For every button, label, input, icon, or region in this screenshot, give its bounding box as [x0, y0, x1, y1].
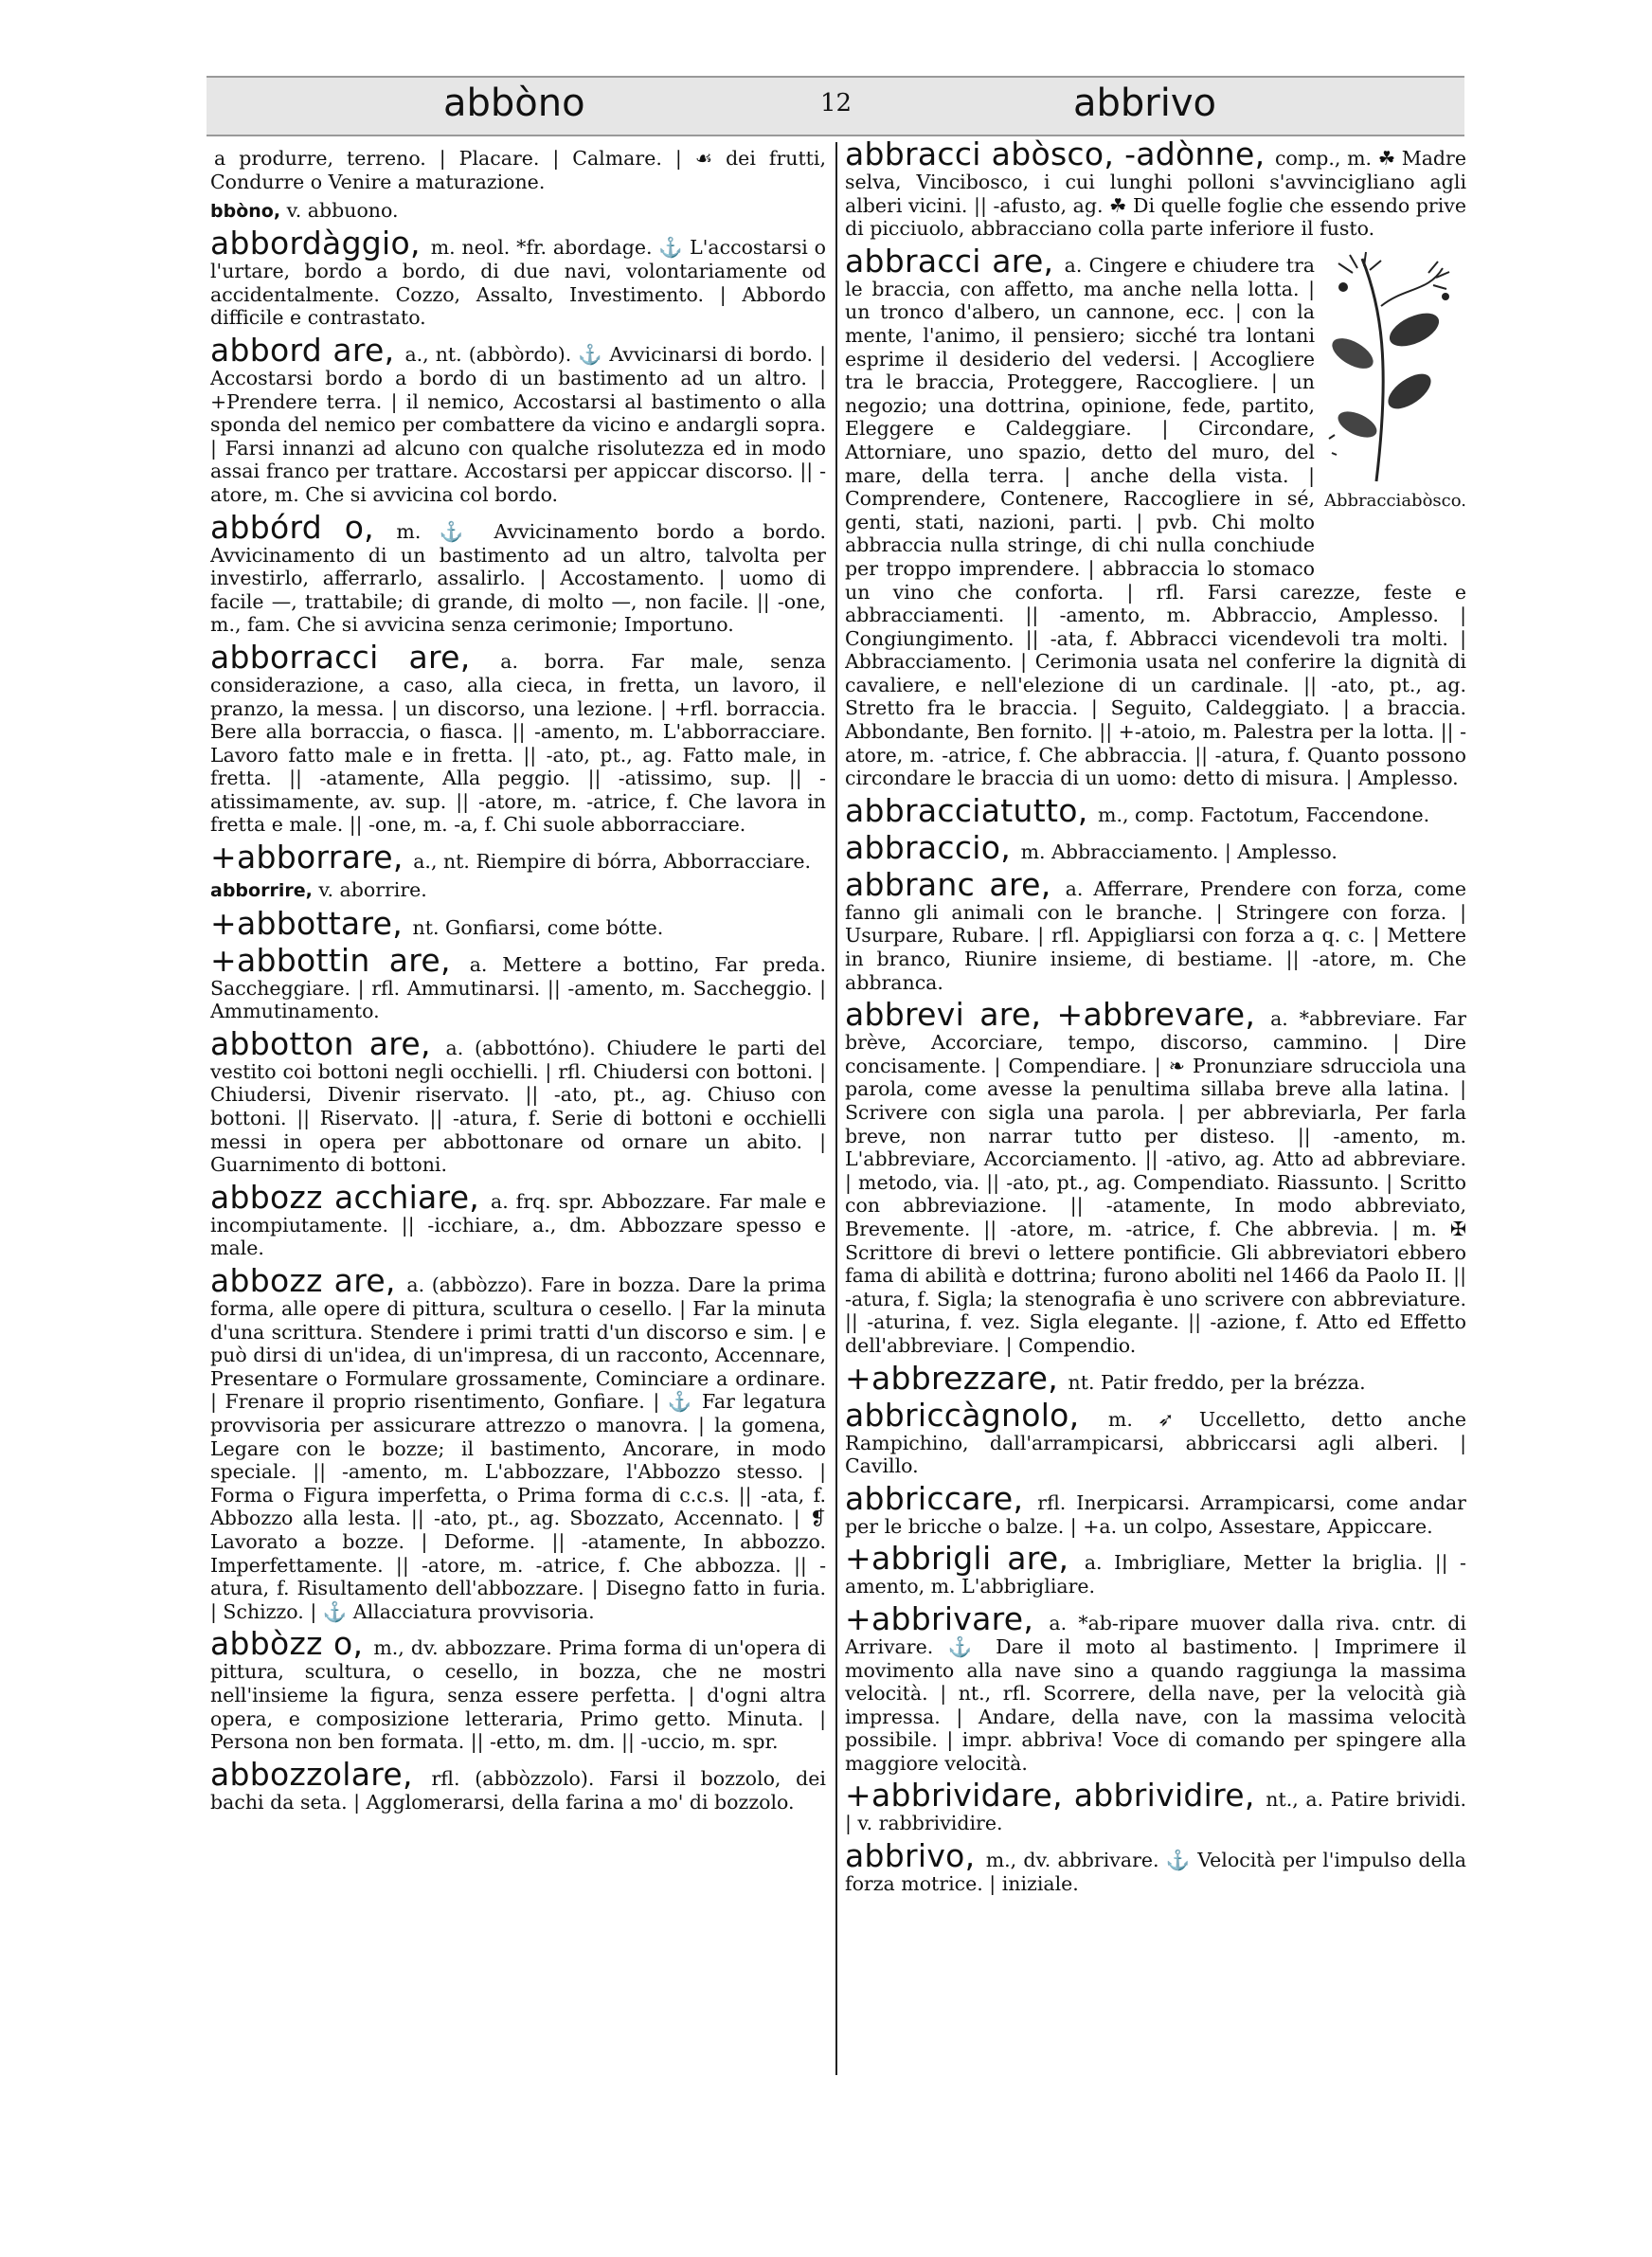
entry-definition: nt. Gonfiarsi, come bótte.	[412, 915, 664, 939]
entry-definition: m. Abbracciamento. | Amplesso.	[1020, 840, 1338, 863]
entry-headword: abbrivo,	[845, 1837, 976, 1875]
entry-definition: a. *abbreviare. Far brève, Accorciare, tempo, discorso, cammino. | Dire concisamente. | Compendiare. | ❧ Pronunziare sdrucciola una parola, come avesse la penultima sillaba breve alla latina. | Scrivere con sigla una parola. | per abbreviarla, Per farla breve, non narrar tutto per disteso. || -amento, m. L'abbreviare, Accorciamento. || -ativo, ag. Atto ad abbreviare. | metodo, via. || -ato, pt., ag. Compendiato. Riassunto. | Scritto con abbreviazione. || -atamente, In modo abbreviato, Brevemente. || -atore, m. -atrice, f. Che abbrevia. | m. ✠ Scrittore di brevi o lettere pontificie. Gli abbreviatori ebbero fama di abilità e dottrina; furono aboliti nel 1466 da Paolo II. || -atura, f. Sigla; la stenografia è uno scrivere con abbreviature. || -aturina, f. vez. Sigla elegante. || -azione, f. Atto ed Effetto dell'abbreviare. | Compendio.	[845, 1007, 1466, 1357]
entry-definition: v. aborrire.	[318, 878, 427, 902]
dictionary-entry	[845, 1901, 1466, 1933]
dictionary-entry	[845, 865, 1466, 994]
entry-definition: m. neol. *fr. abordage. ⚓ L'accostarsi o l'urtare, bordo a bordo, di due navi, volontariamente od accidentalmente. Cozzo, Assalto, Investimento. | Abbordo difficile e contrastato.	[210, 236, 826, 330]
entry-headword: abbord are,	[210, 331, 395, 369]
entry-definition: a. Mettere a bottino, Far preda. Saccheggiare. | rfl. Ammutinarsi. || -amento, m. Saccheggio. | Ammutinamento.	[210, 952, 826, 1023]
entry-definition: a. (abbottóno). Chiudere le parti del vestito coi bottoni negli occhielli. | rfl. Chiudersi con bottoni. | Chiudersi, Divenir riservato. || -ato, pt., ag. Chiuso con bottoni. || Riservato. || -atura, f. Serie di bottoni e occhielli messi in opera per abbottonare od ornare un abito. | Guarnimento di bottoni.	[210, 1036, 826, 1177]
dictionary-entry	[845, 1599, 1466, 1776]
dictionary-entry	[210, 1625, 826, 1754]
entry-definition: rfl. Inerpicarsi. Arrampicarsi, come andar per le bricche o balze. | +a. un colpo, Assestare, Appiccare.	[845, 1490, 1466, 1538]
entry-definition: a. (abbòzzo). Fare in bozza. Dare la prima forma, alle opere di pittura, scultura o cesello. | Far la minuta d'una scrittura. Stendere i primi tratti d'un discorso e sim. | e può dirsi di un'idea, di un'impresa, di un racconto, Accennare, Presentare o Formulare grossamente, Cominciare a ordinare. | Frenare il proprio risentimento, Gonfiare. | ⚓ Far legatura provvisoria per assicurare attrezzo o manovra. | la gomena, Legare con le bozze; il bastimento, Ancorare, in modo speciale. || -amento, m. L'abbozzare, l'Abbozzo stesso. | Forma o Figura imperfetta, o Prima forma di c.c.s. || -ata, f. Abbozzo alla lesta. || -ato, pt., ag. Sbozzato, Accennato. | ❡ Lavorato a bozze. | Deforme. || -atamente, In abbozzo. Imperfettamente. || -atore, m. -atrice, f. Che abbozza. || -atura, f. Risultamento dell'abbozzare. | Disegno fatto in furia. | Schizzo. | ⚓ Allacciatura provvisoria.	[210, 1273, 826, 1623]
dictionary-entry	[210, 1755, 826, 1815]
dictionary-entry	[845, 1359, 1466, 1397]
entry-definition: a. borra. Far male, senza considerazione, a caso, alla cieca, in fretta, un lavoro, il pranzo, la messa. | un discorso, una lezione. | +rfl. borraccia. Bere alla borraccia, o fiasca. || -amento, m. L'abborracciare. Lavoro fatto male e in fretta. || -ato, pt., ag. Fatto male, in fretta. || -atamente, Alla peggio. || -atissimo, sup. || -atissimamente, av. sup. || -atore, m. -atrice, f. Che lavora in fretta e male. || -one, m. -a, f. Chi suole abborracciare.	[210, 649, 826, 837]
entry-headword: bbòno,	[210, 200, 281, 222]
entry-definition: m. ⚓ Avvicinamento bordo a bordo. Avvicinamento di un bastimento ad un altro, talvolta per investirlo, afferrarlo, assalirlo. | Accostamento. | uomo di facile —, trattabile; di grande, di molto —, non facile. || -one, m., fam. Che si avvicina senza cerimonie; Importuno.	[210, 519, 826, 637]
entry-headword: +abbrigli are,	[845, 1540, 1069, 1578]
entry-definition: a., nt. (abbòrdo). ⚓ Avvicinarsi di bordo. | Accostarsi bordo a bordo di un bastimento ad un altro. | +Prendere terra. | il nemico, Accostarsi al bastimento o alla sponda del nemico per combattere da vicino e andargli sopra. | Farsi innanzi ad alcuno con qualche risolutezza ed in modo assai franco per trattare. Accostarsi per appiccar discorso. || -atore, m. Che si avvicina col bordo.	[210, 342, 826, 506]
honeysuckle-illustration	[1324, 249, 1466, 562]
dictionary-entry	[845, 791, 1466, 829]
dictionary-entry	[210, 904, 826, 942]
dictionary-entry	[845, 138, 1466, 241]
entry-definition: m., comp. Factotum, Faccendone.	[1098, 803, 1430, 826]
entry-headword: abbraccio,	[845, 828, 1012, 866]
entry-headword: abbozz acchiare,	[210, 1178, 480, 1216]
dictionary-entry	[845, 1837, 1466, 1896]
entry-definition: rfl. (abbòzzolo). Farsi il bozzolo, dei bachi da seta. | Agglomerarsi, della farina a mo' di bozzolo.	[210, 1766, 826, 1814]
dictionary-entry	[210, 878, 826, 903]
entry-headword: abbranc are,	[845, 865, 1051, 903]
entry-headword: abbracci abòsco, -adònne,	[845, 138, 1266, 172]
dictionary-entry	[210, 331, 826, 507]
dictionary-entry	[210, 941, 826, 1023]
dictionary-entry	[845, 1779, 1466, 1835]
page-number: 12	[820, 89, 853, 117]
dictionary-entry	[845, 1540, 1466, 1598]
entry-headword: +abbottin are,	[210, 941, 451, 979]
right-column	[845, 138, 1466, 2147]
dictionary-entry	[845, 1479, 1466, 1539]
entry-headword: +abbrividare, abbrividire,	[845, 1777, 1255, 1815]
left-column	[210, 138, 826, 2147]
dictionary-entry	[210, 841, 826, 874]
entry-definition: m. ➶ Uccelletto, detto anche Rampichino, dall'arrampicarsi, abbriccarsi agli alberi. | Cavillo.	[845, 1407, 1466, 1478]
entry-headword: abbriccare,	[845, 1479, 1024, 1517]
entry-definition: a. Imbrigliare, Metter la briglia. || -amento, m. L'abbrigliare.	[845, 1551, 1466, 1598]
right-running-head: abbrivo	[1073, 81, 1216, 125]
left-running-head: abbòno	[443, 81, 585, 125]
entry-definition: a produrre, terreno. | Placare. | Calmare. | ☙ dei frutti, Condurre o Venire a maturazione.	[210, 147, 826, 193]
entry-headword: abborrire,	[210, 880, 313, 902]
dictionary-entry	[210, 199, 826, 224]
dictionary-entry	[210, 227, 826, 330]
entry-headword: abbriccàgnolo,	[845, 1396, 1080, 1434]
entry-definition: a. *ab-ripare muover dalla riva. cntr. di Arrivare. ⚓ Dare il moto al bastimento. | Imprimere il movimento alla nave sino a quando raggiunga la massima velocità. | nt., rfl. Scorrere, della nave, per la velocità già impressa. | Andare, della nave, con la massima velocità possibile. | impr. abbriva! Voce di comando per spingere alla maggiore velocità.	[845, 1611, 1466, 1775]
entry-headword: abbordàggio,	[210, 225, 421, 262]
dictionary-entry	[210, 1262, 826, 1623]
entry-definition: a. Cingere e chiudere tra le braccia, con affetto, ma anche nella lotta. | un tronco d'albero, un cannone, ecc. | con la mente, l'animo, il pensiero; sicché tra lontani esprime il desiderio del vedersi. | Accogliere tra le braccia, Proteggere, Raccogliere. | un negozio; una dottrina, opinione, fede, partito, Eleggere e Caldeggiare. | Circondare, Attorniare, uno spazio, detto del muro, del mare, della terra. | anche della vista. | Comprendere, Contenere, Raccogliere in sé, genti, stati, nazioni, parti. | pvb. Chi molto abbraccia nulla stringe, di chi nulla conchiude per troppo imprendere. | abbraccia lo stomaco un vino che conforta. | rfl. Farsi carezze, feste e abbracciamenti. || -amento, m. Abbraccio, Amplesso. | Congiungimento. || -ata, f. Abbracci vicendevoli tra molti. | Abbracciamento. | Cerimonia usata nel conferire la dignità di cavaliere, e nell'elezione di un cardinale. || -ato, pt., ag. Stretto fra le braccia. | Seguito, Caldeggiato. | a braccia. Abbondante, Ben fornito. || +-atoio, m. Palestra per la lotta. || -atore, m. -atrice, f. Che abbraccia. || -atura, f. Quanto possono circondare le braccia di un uomo: detto di misura. | Amplesso.	[845, 253, 1466, 790]
dictionary-entry	[210, 138, 826, 194]
entry-headword: +abbrivare,	[845, 1599, 1034, 1637]
dictionary-entry	[845, 996, 1466, 1357]
entry-definition: nt., a. Patire brividi. | v. rabbrividire.	[845, 1788, 1466, 1835]
dictionary-entry	[845, 1396, 1466, 1478]
entry-definition: a. Afferrare, Prendere con forza, come fanno gli animali con le branche. | Stringere con forza. | Usurpare, Rubare. | rfl. Appigliarsi con forza a q. c. | Mettere in branco, Riunire insieme, di bestiame. || -atore, m. Che abbranca.	[845, 876, 1466, 994]
honeysuckle-icon	[1324, 249, 1466, 486]
dictionary-entry	[210, 1178, 826, 1260]
entry-headword: abbozzolare,	[210, 1755, 413, 1793]
entry-definition: comp., m. ☘ Madre selva, Vincibosco, i cui lunghi polloni s'avvincigliano agli alberi vicini. || -afusto, ag. ☘ Di quelle foglie che essendo prive di picciuolo, abbracciano colla parte inferiore il fusto.	[845, 147, 1466, 241]
entry-definition: a. frq. spr. Abbozzare. Far male e incompiutamente. || -icchiare, a., dm. Abbozzare spesso e male.	[210, 1189, 826, 1260]
entry-definition: v. abbuono.	[286, 198, 399, 222]
entry-headword: abborracci are,	[210, 638, 471, 676]
entry-headword: +abborrare,	[210, 839, 404, 876]
dictionary-entry	[845, 828, 1466, 866]
entry-definition: m., dv. abbrivare. ⚓ Velocità per l'impulso della forza motrice. | iniziale.	[845, 1849, 1466, 1896]
entry-definition: a., nt. Riempire di bórra, Abborracciare.	[413, 850, 812, 874]
entry-headword: abbòzz o,	[210, 1625, 364, 1663]
entry-headword: abbotton are,	[210, 1024, 431, 1062]
page-header	[206, 76, 1464, 136]
figure-caption: Abbracciabòsco.	[1324, 490, 1466, 511]
column-divider	[835, 142, 837, 2075]
entry-headword: abbracciatutto,	[845, 791, 1088, 829]
entry-definition: m., dv. abbozzare. Prima forma di un'opera di pittura, scultura, o cesello, in bozza, che ne mostri nell'insieme la figura, senza essere perfetta. | d'ogni altra opera, e composizione letteraria, Primo getto. Minuta. | Persona non ben formata. || -etto, m. dm. || -uccio, m. spr.	[210, 1636, 826, 1754]
dictionary-entry	[210, 638, 826, 837]
entry-headword: +abbrezzare,	[845, 1359, 1059, 1397]
dictionary-entry	[210, 1024, 826, 1177]
dictionary-entry	[210, 508, 826, 637]
entry-headword: abbracci are,	[845, 242, 1054, 280]
entry-definition: nt. Patir freddo, per la brézza.	[1068, 1370, 1366, 1394]
entry-headword: abbrevi are, +abbrevare,	[845, 996, 1256, 1034]
entry-headword: abbórd o,	[210, 508, 374, 546]
entry-headword: abbozz are,	[210, 1262, 396, 1299]
entry-headword: +abbottare,	[210, 904, 403, 942]
